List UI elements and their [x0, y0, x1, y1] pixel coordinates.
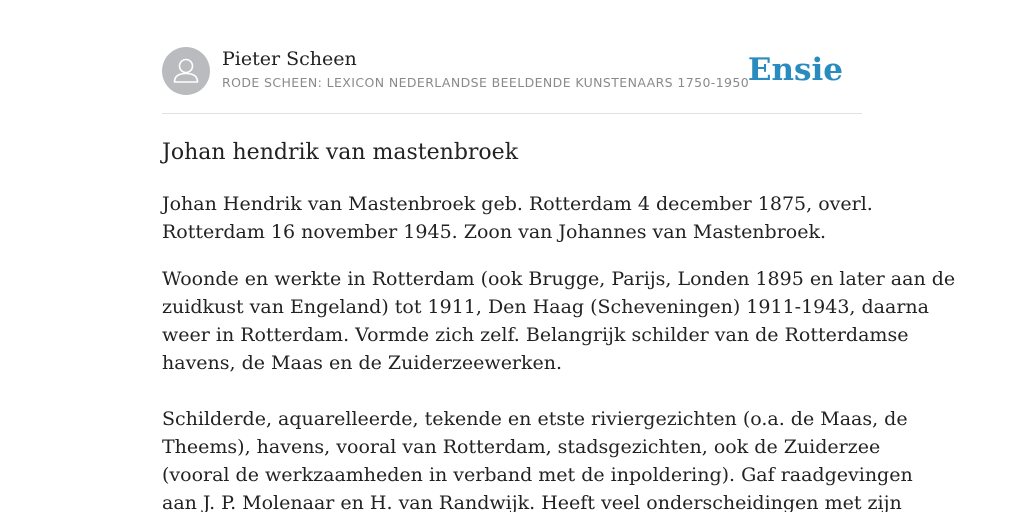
paragraph-line: Theems), havens, vooral van Rotterdam, stadsgezichten, ook de Zuiderzee	[162, 436, 881, 458]
paragraph-line: zuidkust van Engeland) tot 1911, Den Haag (Scheveningen) 1911-1943, daarna	[162, 296, 929, 318]
article-title: Johan hendrik van mastenbroek	[162, 140, 519, 165]
ensie-logo[interactable]: Ensie	[747, 52, 843, 88]
paragraph-2	[162, 265, 956, 377]
paragraph-line: Schilderde, aquarelleerde, tekende en etste riviergezichten (o.a. de Maas, de	[162, 408, 908, 430]
user-icon	[162, 47, 210, 95]
article-body	[162, 190, 956, 512]
article-page	[162, 0, 956, 512]
paragraph-gap	[162, 377, 862, 405]
paragraph-line: Rotterdam 16 november 1945. Zoon van Johannes van Mastenbroek.	[162, 221, 827, 243]
author-avatar[interactable]	[162, 47, 210, 95]
author-name[interactable]: Pieter Scheen	[222, 48, 357, 70]
paragraph-line: aan J. P. Molenaar en H. van Randwijk. Heeft veel onderscheidingen met zijn	[162, 492, 902, 512]
header-divider	[162, 113, 862, 114]
paragraph-line: Johan Hendrik van Mastenbroek geb. Rotterdam 4 december 1875, overl.	[162, 193, 873, 215]
source-title[interactable]: RODE SCHEEN: LEXICON NEDERLANDSE BEELDENDE KUNSTENAARS 1750-1950	[222, 75, 750, 90]
article-header	[162, 47, 862, 95]
paragraph-1	[162, 190, 873, 246]
paragraph-line: havens, de Maas en de Zuiderzeewerken.	[162, 352, 563, 374]
paragraph-line: weer in Rotterdam. Vormde zich zelf. Belangrijk schilder van de Rotterdamse	[162, 324, 909, 346]
paragraph-line: (vooral de werkzaamheden in verband met de inpoldering). Gaf raadgevingen	[162, 464, 913, 486]
paragraph-3	[162, 405, 913, 512]
paragraph-line: Woonde en werkte in Rotterdam (ook Brugge, Parijs, Londen 1895 en later aan de	[162, 268, 956, 290]
